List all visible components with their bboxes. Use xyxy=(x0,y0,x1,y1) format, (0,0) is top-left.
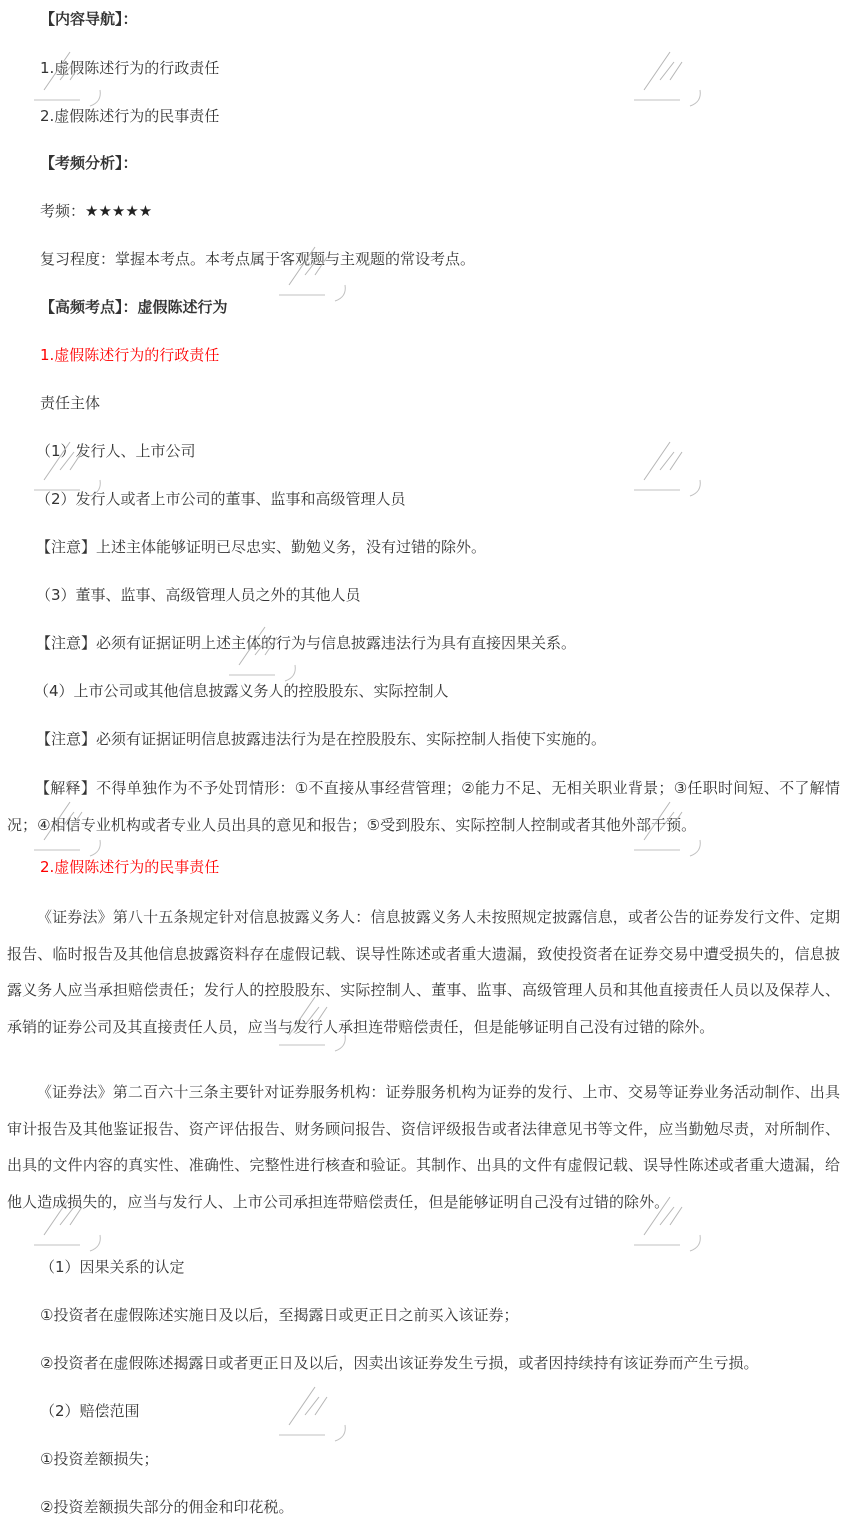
star-rating-icon: ★★★★★ xyxy=(85,202,153,220)
subject-item-1: （1）发行人、上市公司 xyxy=(36,442,196,460)
topic-heading: 【高频考点】：虚假陈述行为 xyxy=(40,298,228,316)
subject-label: 责任主体 xyxy=(40,394,101,412)
article-163-paragraph: 《证券法》第二百六十三条主要针对证券服务机构：证券服务机构为证券的发行、上市、交易等证券业务活动制作、出具审计报告及其他鉴证报告、资产评估报告、财务顾问报告、资信评级报告或者法律意见书等文件，应当勤勉尽责，对所制作、出具的文件内容的真实性、准确性、完整性进行核查和验证。其制作、出具的文件有虚假记载、误导性陈述或者重大遗漏，给他人造成损失的，应当与发行人、上市公司承担连带赔偿责任，但是能够证明自己没有过错的除外。 xyxy=(7,1083,840,1211)
nav-item-1: 1.虚假陈述行为的行政责任 xyxy=(40,59,220,77)
watermark-icon xyxy=(275,1385,365,1445)
note-1: 【注意】上述主体能够证明已尽忠实、勤勉义务，没有过错的除外。 xyxy=(36,538,487,556)
section2-title: 2.虚假陈述行为的民事责任 xyxy=(40,858,220,876)
watermark-icon xyxy=(630,50,720,110)
section1-title: 1.虚假陈述行为的行政责任 xyxy=(40,346,220,364)
scope-heading: （2）赔偿范围 xyxy=(40,1402,140,1420)
scope-item-1: ①投资差额损失； xyxy=(40,1450,159,1468)
nav-item-2: 2.虚假陈述行为的民事责任 xyxy=(40,107,220,125)
subject-item-3: （3）董事、监事、高级管理人员之外的其他人员 xyxy=(36,586,361,604)
note-2: 【注意】必须有证据证明上述主体的行为与信息披露违法行为具有直接因果关系。 xyxy=(36,634,577,652)
subject-item-2: （2）发行人或者上市公司的董事、监事和高级管理人员 xyxy=(36,490,406,508)
note-3: 【注意】必须有证据证明信息披露违法行为是在控股股东、实际控制人指使下实施的。 xyxy=(36,730,607,748)
causality-item-2: ②投资者在虚假陈述揭露日或者更正日及以后，因卖出该证券发生亏损，或者因持续持有该证券而产生亏损。 xyxy=(40,1354,759,1372)
frequency-heading: 【考频分析】： xyxy=(40,154,138,172)
frequency-rating xyxy=(40,201,152,221)
explanation-paragraph: 【解释】不得单独作为不予处罚情形：①不直接从事经营管理；②能力不足、无相关职业背景；③任职时间短、不了解情况；④相信专业机构或者专业人员出具的意见和报告；⑤受到股东、实际控制人控制或者其他外部干预。 xyxy=(7,779,840,834)
article-85-paragraph: 《证券法》第八十五条规定针对信息披露义务人：信息披露义务人未按照规定披露信息，或者公告的证券发行文件、定期报告、临时报告及其他信息披露资料存在虚假记载、误导性陈述或者重大遗漏，致使投资者在证券交易中遭受损失的，信息披露义务人应当承担赔偿责任；发行人的控股股东、实际控制人、董事、监事、高级管理人员和其他直接责任人员以及保荐人、承销的证券公司及其直接责任人员，应当与发行人承担连带赔偿责任，但是能够证明自己没有过错的除外。 xyxy=(7,908,840,1036)
scope-item-2: ②投资差额损失部分的佣金和印花税。 xyxy=(40,1498,294,1516)
subject-item-4: （4）上市公司或其他信息披露义务人的控股股东、实际控制人 xyxy=(34,682,449,700)
frequency-rating-label: 考频： xyxy=(40,202,86,220)
watermark-icon xyxy=(630,440,720,500)
review-level-text: 复习程度：掌握本考点。本考点属于客观题与主观题的常设考点。 xyxy=(40,250,476,268)
causality-item-1: ①投资者在虚假陈述实施日及以后，至揭露日或更正日之前买入该证券； xyxy=(40,1306,519,1324)
nav-heading: 【内容导航】： xyxy=(40,10,138,28)
causality-heading: （1）因果关系的认定 xyxy=(40,1258,185,1276)
